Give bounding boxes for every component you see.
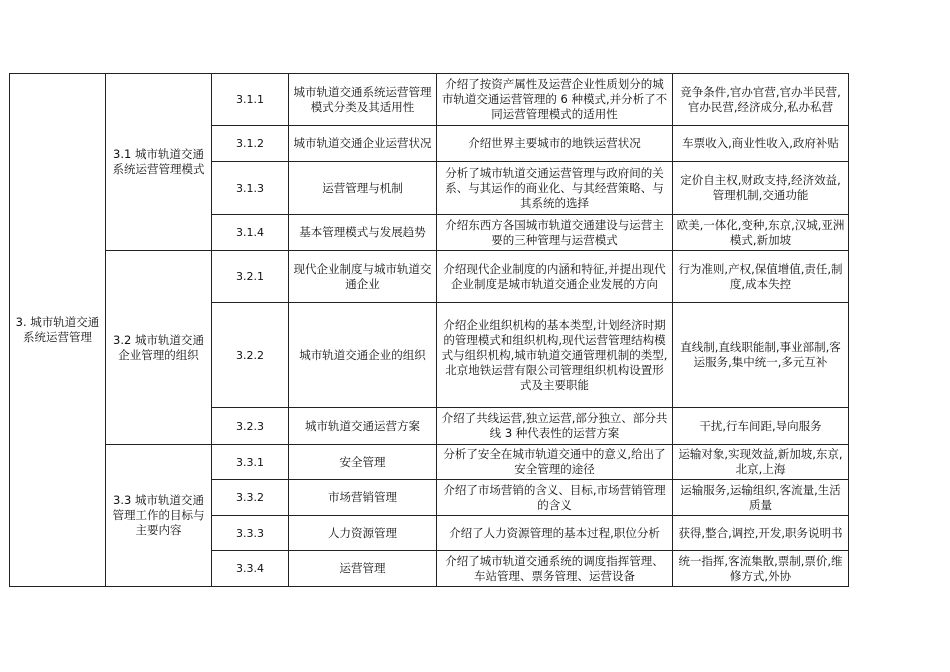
item-description: 介绍东西方各国城市轨道交通建设与运营主要的三种管理与运营模式 [437, 215, 673, 251]
item-description: 介绍世界主要城市的地铁运营状况 [437, 126, 673, 162]
item-description: 介绍了共线运营,独立运营,部分独立、部分共线 3 种代表性的运营方案 [437, 408, 673, 445]
item-description: 介绍了城市轨道交通系统的调度指挥管理、车站管理、票务管理、运营设备 [437, 551, 673, 587]
item-keywords: 获得,整合,调控,开发,职务说明书 [673, 516, 849, 551]
item-topic: 运营管理 [289, 551, 437, 587]
item-keywords: 竞争条件,官办官营,官办半民营,官办民营,经济成分,私办私营 [673, 74, 849, 126]
table-row [10, 445, 849, 480]
item-description: 介绍了人力资源管理的基本过程,职位分析 [437, 516, 673, 551]
item-topic: 运营管理与机制 [289, 162, 437, 215]
item-keywords: 车票收入,商业性收入,政府补贴 [673, 126, 849, 162]
item-description: 介绍了市场营销的含义、目标,市场营销管理的含义 [437, 480, 673, 516]
item-keywords: 直线制,直线职能制,事业部制,客运服务,集中统一,多元互补 [673, 303, 849, 408]
item-topic: 城市轨道交通企业的组织 [289, 303, 437, 408]
item-number: 3.1.3 [212, 162, 289, 215]
item-number: 3.1.4 [212, 215, 289, 251]
item-description: 介绍企业组织机构的基本类型,计划经济时期的管理模式和组织机构,现代运营管理结构模式与组织机构,城市轨道交通管理机制的类型,北京地铁运营有限公司管理组织机构设置形式及主要职能 [437, 303, 673, 408]
table-row [10, 74, 849, 126]
item-number: 3.3.2 [212, 480, 289, 516]
item-topic: 城市轨道交通系统运营管理模式分类及其适用性 [289, 74, 437, 126]
table-row [10, 251, 849, 303]
item-keywords: 统一指挥,客流集散,票制,票价,维修方式,外协 [673, 551, 849, 587]
item-keywords: 定价自主权,财政支持,经济效益,管理机制,交通功能 [673, 162, 849, 215]
item-topic: 人力资源管理 [289, 516, 437, 551]
item-topic: 安全管理 [289, 445, 437, 480]
item-topic: 城市轨道交通企业运营状况 [289, 126, 437, 162]
item-description: 分析了安全在城市轨道交通中的意义,给出了安全管理的途径 [437, 445, 673, 480]
item-description: 分析了城市轨道交通运营管理与政府间的关系、与其运作的商业化、与其经营策略、与其系统的选择 [437, 162, 673, 215]
item-keywords: 欧美,一体化,变种,东京,汉城,亚洲模式,新加坡 [673, 215, 849, 251]
item-number: 3.1.1 [212, 74, 289, 126]
item-number: 3.2.1 [212, 251, 289, 303]
section-cell: 3.2 城市轨道交通企业管理的组织 [106, 251, 212, 445]
item-number: 3.2.3 [212, 408, 289, 445]
item-number: 3.1.2 [212, 126, 289, 162]
item-topic: 基本管理模式与发展趋势 [289, 215, 437, 251]
item-number: 3.3.4 [212, 551, 289, 587]
item-number: 3.2.2 [212, 303, 289, 408]
content-table [9, 73, 849, 587]
item-number: 3.3.1 [212, 445, 289, 480]
item-topic: 市场营销管理 [289, 480, 437, 516]
item-keywords: 运输服务,运输组织,客流量,生活质量 [673, 480, 849, 516]
item-topic: 现代企业制度与城市轨道交通企业 [289, 251, 437, 303]
item-description: 介绍现代企业制度的内涵和特征,并提出现代企业制度是城市轨道交通企业发展的方向 [437, 251, 673, 303]
item-number: 3.3.3 [212, 516, 289, 551]
item-keywords: 运输对象,实现效益,新加坡,东京,北京,上海 [673, 445, 849, 480]
item-keywords: 行为准则,产权,保值增值,责任,制度,成本失控 [673, 251, 849, 303]
item-topic: 城市轨道交通运营方案 [289, 408, 437, 445]
section-cell: 3.1 城市轨道交通系统运营管理模式 [106, 74, 212, 251]
item-description: 介绍了按资产属性及运营企业性质划分的城市轨道交通运营管理的 6 种模式,并分析了不同运营管理模式的适用性 [437, 74, 673, 126]
section-cell: 3.3 城市轨道交通管理工作的目标与主要内容 [106, 445, 212, 587]
item-keywords: 干扰,行车间距,导向服务 [673, 408, 849, 445]
chapter-cell: 3. 城市轨道交通系统运营管理 [10, 74, 106, 587]
